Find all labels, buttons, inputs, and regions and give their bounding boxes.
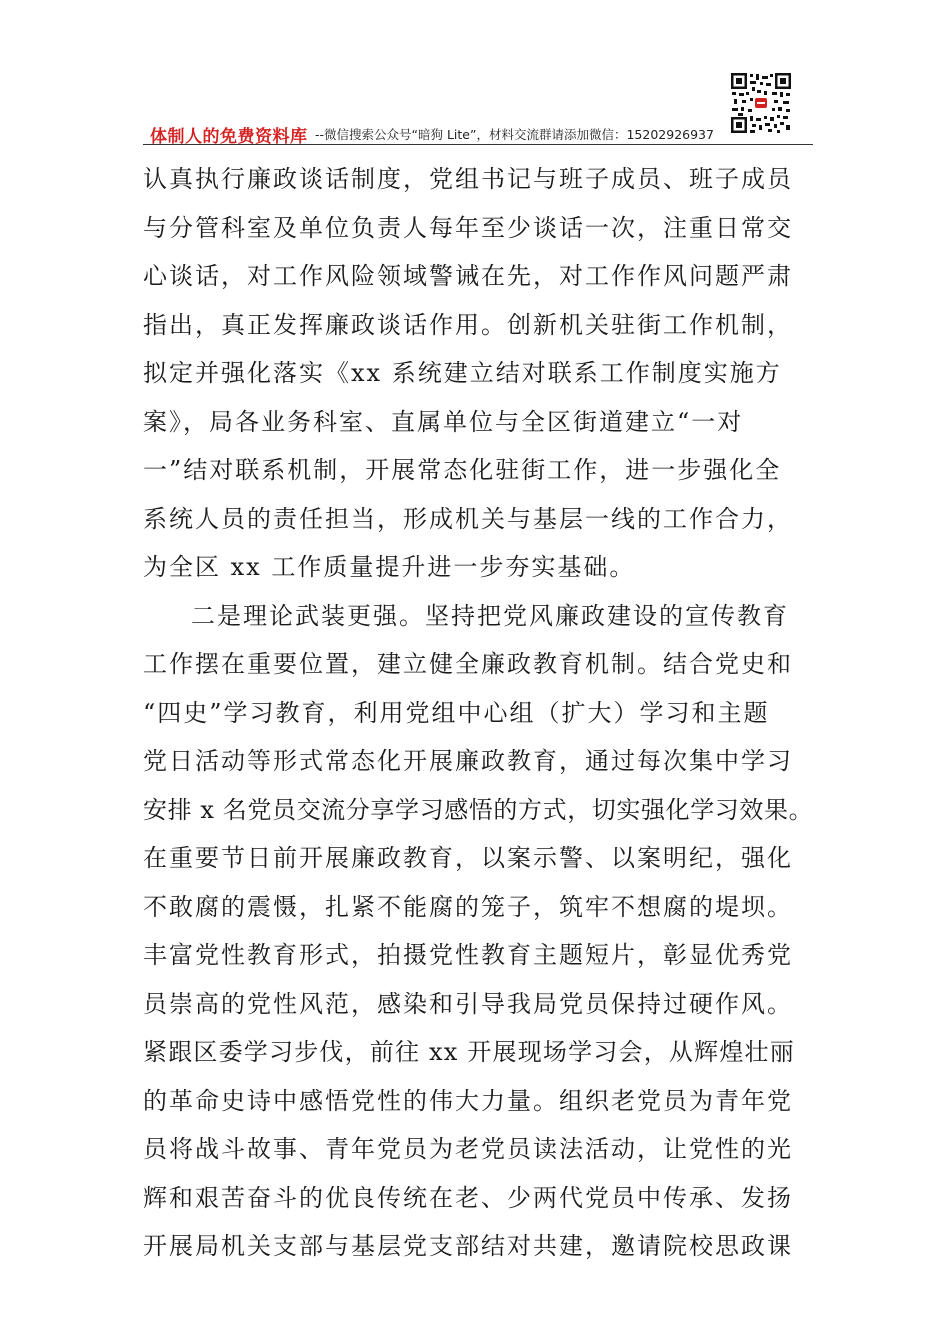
text-line: 安排 x 名党员交流分享学习感悟的方式，切实强化学习效果。 bbox=[143, 795, 814, 824]
text-line: 拟定并强化落实《xx 系统建立结对联系工作制度实施方 bbox=[143, 359, 782, 387]
text-line: 不敢腐的震慑，扎紧不能腐的笼子，筑牢不想腐的堤坝。 bbox=[143, 892, 793, 921]
header-divider bbox=[143, 144, 813, 145]
text-line: 认真执行廉政谈话制度，党组书记与班子成员、班子成员 bbox=[143, 165, 793, 193]
text-line: 指出，真正发挥廉政谈话作用。创新机关驻街工作机制， bbox=[143, 310, 793, 339]
text-line: 员崇高的党性风范，感染和引导我局党员保持过硬作风。 bbox=[143, 989, 793, 1018]
text-line: “四史”学习教育，利用党组中心组（扩大）学习和主题 bbox=[143, 698, 770, 727]
text-line: 系统人员的责任担当，形成机关与基层一线的工作合力， bbox=[143, 504, 793, 533]
text-line: 紧跟区委学习步伐，前往 xx 开展现场学习会，从辉煌壮丽 bbox=[143, 1038, 795, 1066]
header-brand: 体制人的免费资料库 bbox=[150, 127, 308, 147]
text-line: 工作摆在重要位置，建立健全廉政教育机制。结合党史和 bbox=[143, 650, 793, 678]
text-line: 与分管科室及单位负责人每年至少谈话一次，注重日常交 bbox=[143, 213, 793, 242]
text-line: 心谈话，对工作风险领域警诫在先，对工作作风问题严肃 bbox=[143, 262, 793, 290]
text-line: 开展局机关支部与基层党支部结对共建，邀请院校思政课 bbox=[143, 1232, 793, 1260]
text-line: 为全区 xx 工作质量提升进一步夯实基础。 bbox=[143, 553, 636, 581]
header-note: --微信搜索公众号“暗狗 Lite”，材料交流群请添加微信：15202926937 bbox=[315, 127, 714, 142]
document-body bbox=[143, 155, 813, 1271]
document-header bbox=[143, 118, 813, 146]
paragraph-start-line: 二是理论武装更强。坚持把党风廉政建设的宣传教育 bbox=[191, 601, 789, 630]
text-line: 丰富党性教育形式，拍摄党性教育主题短片，彰显优秀党 bbox=[143, 941, 793, 969]
text-line: 党日活动等形式常态化开展廉政教育，通过每次集中学习 bbox=[143, 747, 793, 775]
text-line: 一”结对联系机制，开展常态化驻街工作，进一步强化全 bbox=[143, 456, 782, 484]
text-line: 员将战斗故事、青年党员为老党员读法活动，让党性的光 bbox=[143, 1135, 793, 1163]
text-line: 的革命史诗中感悟党性的伟大力量。组织老党员为青年党 bbox=[143, 1086, 793, 1115]
text-line: 案》，局各业务科室、直属单位与全区街道建立“一对 bbox=[143, 407, 744, 436]
text-line: 在重要节日前开展廉政教育，以案示警、以案明纪，强化 bbox=[143, 844, 793, 872]
text-line: 辉和艰苦奋斗的优良传统在老、少两代党员中传承、发扬 bbox=[143, 1183, 793, 1212]
